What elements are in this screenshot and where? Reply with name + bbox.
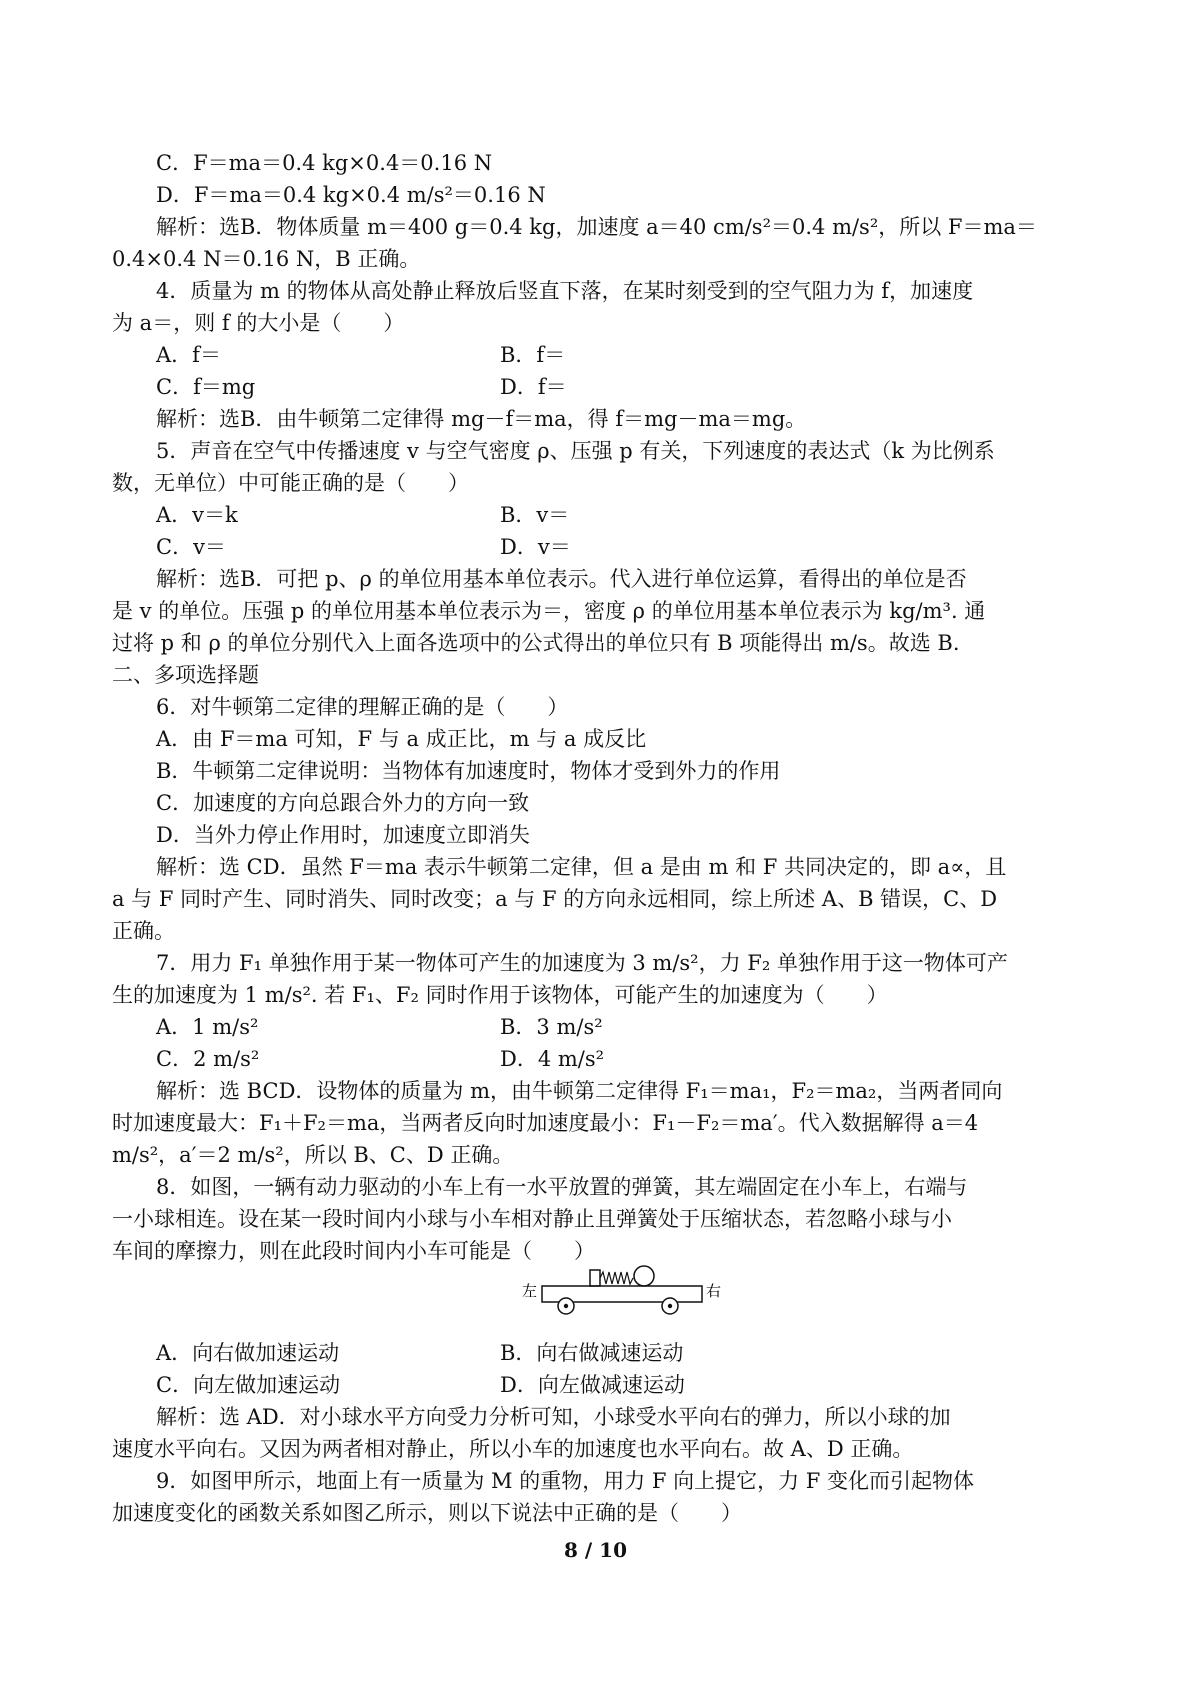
q4-stem-line2: 为 a＝，则 f 的大小是（ ） (112, 311, 405, 335)
section-heading: 二、多项选择题 (112, 663, 259, 687)
cart-spring-figure (520, 1262, 730, 1326)
q7-option-c: C．2 m/s² (156, 1047, 260, 1071)
figure-label-right: 右 (706, 1282, 722, 1300)
figure-label-left: 左 (522, 1282, 538, 1300)
q5-option-b: B．v＝ (500, 503, 570, 527)
q3-solution-line2: 0.4×0.4 N＝0.16 N，B 正确。 (112, 247, 421, 271)
q7-stem-line1: 7．用力 F₁ 单独作用于某一物体可产生的加速度为 3 m/s²，力 F₂ 单独作用于这一物体可产 (156, 951, 1008, 975)
q9-stem-line1: 9．如图甲所示，地面上有一质量为 M 的重物，用力 F 向上提它，力 F 变化而引起物体 (156, 1469, 975, 1493)
q5-option-d: D．v＝ (500, 535, 571, 559)
q7-option-d: D．4 m/s² (500, 1047, 605, 1071)
q7-solution-line1: 解析：选 BCD．设物体的质量为 m，由牛顿第二定律得 F₁＝ma₁，F₂＝ma₂，当两者同向 (156, 1079, 1003, 1103)
q7-option-a: A．1 m/s² (156, 1015, 259, 1039)
cart-diagram (520, 1262, 730, 1322)
q3-option-d: D．F＝ma＝0.4 kg×0.4 m/s²＝0.16 N (156, 183, 546, 207)
page-number: 8 / 10 (564, 1538, 627, 1562)
q8-stem-line2: 一小球相连。设在某一段时间内小球与小车相对静止且弹簧处于压缩状态，若忽略小球与小 (112, 1207, 952, 1231)
q6-option-d: D．当外力停止作用时，加速度立即消失 (156, 823, 530, 847)
q6-option-b: B．牛顿第二定律说明：当物体有加速度时，物体才受到外力的作用 (156, 759, 781, 783)
q5-option-c: C．v＝ (156, 535, 226, 559)
q9-stem-line2: 加速度变化的函数关系如图乙所示，则以下说法中正确的是（ ） (112, 1501, 742, 1525)
q6-option-a: A．由 F＝ma 可知，F 与 a 成正比，m 与 a 成反比 (156, 727, 647, 751)
q7-solution-line2: 时加速度最大：F₁＋F₂＝ma，当两者反向时加速度最小：F₁－F₂＝ma′。代入数据解得 a＝4 (112, 1111, 979, 1135)
q8-solution-line1: 解析：选 AD．对小球水平方向受力分析可知，小球受水平向右的弹力，所以小球的加 (156, 1405, 951, 1429)
q6-solution-line1: 解析：选 CD．虽然 F＝ma 表示牛顿第二定律，但 a 是由 m 和 F 共同决定的，即 a∝，且 (156, 855, 1007, 879)
q6-solution-line3: 正确。 (112, 919, 175, 943)
q4-option-c: C．f＝mg (156, 375, 256, 399)
q8-option-c: C．向左做加速运动 (156, 1373, 341, 1397)
q5-solution-line1: 解析：选B．可把 p、ρ 的单位用基本单位表示。代入进行单位运算，看得出的单位是否 (156, 567, 967, 591)
spring (600, 1272, 633, 1284)
q4-solution: 解析：选B．由牛顿第二定律得 mg－f＝ma，得 f＝mg－ma＝mg。 (156, 407, 807, 431)
ball (634, 1266, 654, 1286)
q4-option-b: B．f＝ (500, 343, 566, 367)
q8-stem-line1: 8．如图，一辆有动力驱动的小车上有一水平放置的弹簧，其左端固定在小车上，右端与 (156, 1175, 968, 1199)
right-wheel-axle (668, 1304, 672, 1308)
q8-solution-line2: 速度水平向右。又因为两者相对静止，所以小车的加速度也水平向右。故 A、D 正确。 (112, 1437, 914, 1461)
q5-stem-line2: 数，无单位）中可能正确的是（ ） (112, 471, 469, 495)
q7-option-b: B．3 m/s² (500, 1015, 603, 1039)
spring-mount (590, 1270, 600, 1286)
q8-stem-line3: 车间的摩擦力，则在此段时间内小车可能是（ ） (112, 1239, 595, 1263)
q6-option-c: C．加速度的方向总跟合外力的方向一致 (156, 791, 530, 815)
q4-option-a: A．f＝ (156, 343, 221, 367)
q4-stem-line1: 4．质量为 m 的物体从高处静止释放后竖直下落，在某时刻受到的空气阻力为 f，加速度 (156, 279, 974, 303)
q3-solution-line1: 解析：选B．物体质量 m＝400 g＝0.4 kg，加速度 a＝40 cm/s²＝0.4 m/s²，所以 F＝ma＝ (156, 215, 1037, 239)
q5-option-a: A．v＝k (156, 503, 238, 527)
q7-solution-line3: m/s²，a′＝2 m/s²，所以 B、C、D 正确。 (112, 1143, 514, 1167)
q3-option-c: C．F＝ma＝0.4 kg×0.4＝0.16 N (156, 151, 493, 175)
q4-option-d: D．f＝ (500, 375, 567, 399)
left-wheel-axle (564, 1304, 568, 1308)
q6-solution-line2: a 与 F 同时产生、同时消失、同时改变；a 与 F 的方向永远相同，综上所述 A、B 错误，C、D (112, 887, 998, 911)
q5-stem-line1: 5．声音在空气中传播速度 v 与空气密度 ρ、压强 p 有关，下列速度的表达式（k 为比例系 (156, 439, 995, 463)
q5-solution-line3: 过将 p 和 ρ 的单位分别代入上面各选项中的公式得出的单位只有 B 项能得出 m/s。故选 B. (112, 631, 960, 655)
q8-option-b: B．向右做减速运动 (500, 1341, 684, 1365)
q8-option-d: D．向左做减速运动 (500, 1373, 685, 1397)
q6-stem: 6．对牛顿第二定律的理解正确的是（ ） (156, 695, 569, 719)
q5-solution-line2: 是 v 的单位。压强 p 的单位用基本单位表示为＝，密度 ρ 的单位用基本单位表示为 kg/m³. 通 (112, 599, 986, 623)
q8-option-a: A．向右做加速运动 (156, 1341, 340, 1365)
q7-stem-line2: 生的加速度为 1 m/s². 若 F₁、F₂ 同时作用于该物体，可能产生的加速度为（ ） (112, 983, 888, 1007)
